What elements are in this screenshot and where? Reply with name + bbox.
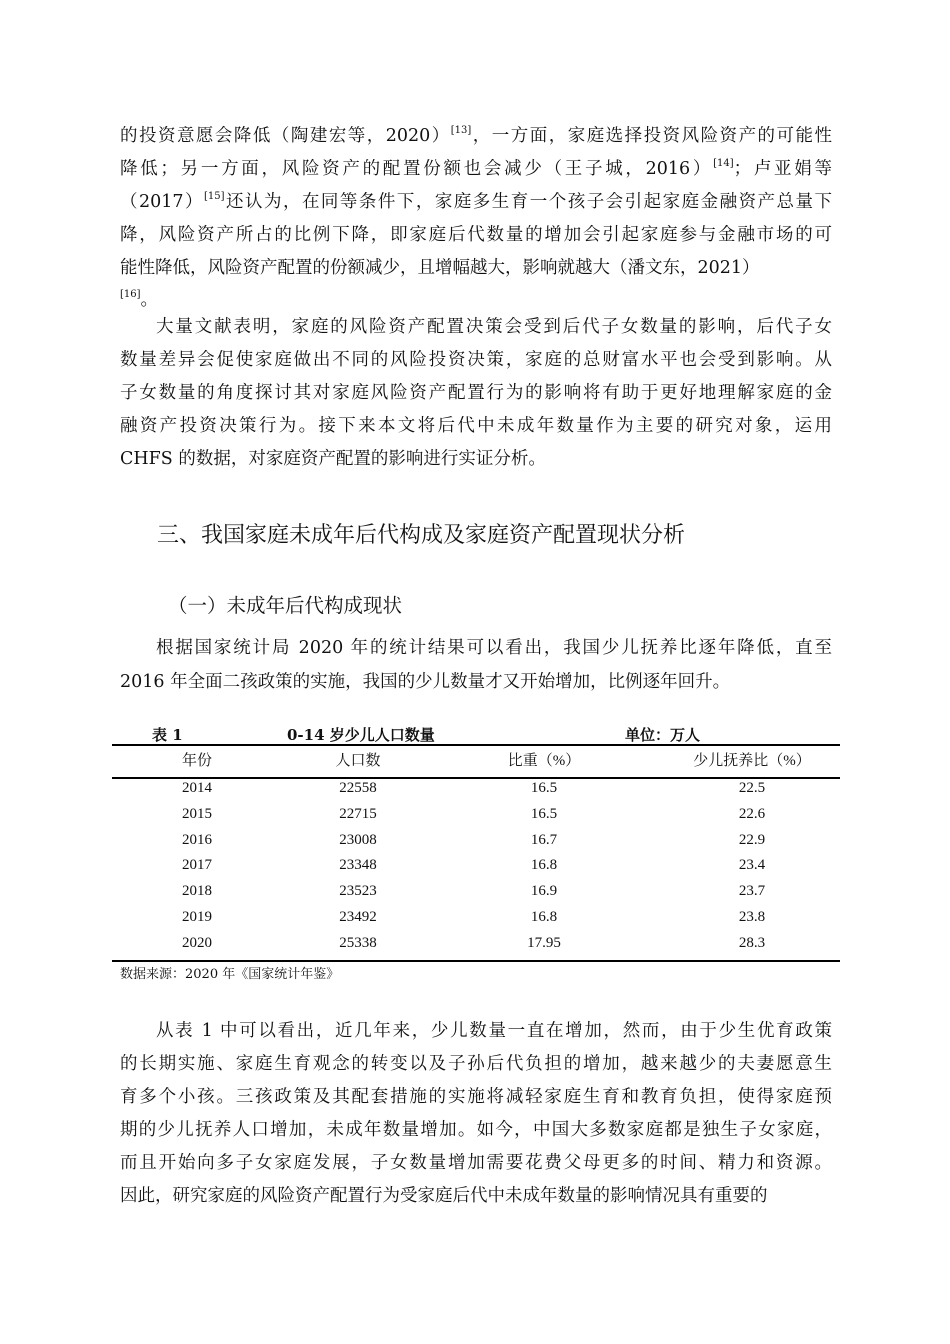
table-cell: 16.8 (530, 909, 558, 925)
table-cell: 23008 (339, 831, 377, 848)
text-segment: 能性降低，风险资产配置的份额减少，且增幅越大，影响就越大（潘文东，2021） (120, 258, 760, 278)
table-cell: 16.5 (530, 805, 558, 822)
table-cell: 22.6 (738, 805, 766, 822)
text-line: 数量差异会促使家庭做出不同的风险投资决策，家庭的总财富水平也会受到影响。从 (120, 350, 832, 370)
text-line: 大量文献表明，家庭的风险资产配置决策会受到后代子女数量的影响，后代子女 (156, 317, 832, 337)
text-segment: 。 (140, 290, 159, 310)
text-line: 从表 1 中可以看出，近几年来，少儿数量一直在增加，然而，由于少生优育政策 (156, 1021, 832, 1041)
text-line: 根据国家统计局 2020 年的统计结果可以看出，我国少儿抚养比逐年降低，直至 (156, 638, 832, 658)
table-top-rule (112, 744, 840, 746)
text-line: 子女数量的角度探讨其对家庭风险资产配置行为的影响将有助于更好地理解家庭的金 (120, 383, 832, 403)
table-cell: 17.95 (527, 934, 561, 951)
table-cell: 2019 (182, 909, 212, 925)
table-source: 数据来源：2020 年《国家统计年鉴》 (120, 967, 340, 982)
text-segment: ，一方面，家庭选择投资风险资产的可能性 (471, 126, 832, 146)
table-unit: 单位：万人 (625, 726, 701, 744)
table-cell: 23348 (339, 857, 377, 874)
table-header-cell: 人口数 (335, 753, 381, 769)
table-header-cell: 年份 (181, 753, 212, 769)
table-cell: 23.8 (738, 909, 766, 925)
text-line: CHFS 的数据，对家庭资产配置的影响进行实证分析。 (120, 449, 546, 469)
text-line (120, 252, 832, 279)
subsection-heading: （一）未成年后代构成现状 (168, 594, 403, 617)
table-header-rule (112, 777, 840, 779)
text-line: 而且开始向多子女家庭发展，子女数量增加需要花费父母更多的时间、精力和资源。 (120, 1153, 832, 1173)
text-line (120, 120, 832, 147)
text-segment: 的投资意愿会降低（陶建宏等，2020） (120, 126, 451, 146)
citation: [13] (450, 125, 472, 136)
text-line: 育多个小孩。三孩政策及其配套措施的实施将减轻家庭生育和教育负担，使得家庭预 (120, 1087, 832, 1107)
text-line: 的长期实施、家庭生育观念的转变以及子孙后代负担的增加，越来越少的夫妻愿意生 (120, 1054, 832, 1074)
table-cell: 16.8 (530, 857, 558, 874)
table-cell: 16.5 (530, 780, 558, 796)
text-line (120, 284, 832, 311)
table-header-cell: 少儿抚养比（%） (693, 753, 811, 769)
table-cell: 16.7 (530, 831, 558, 848)
table-header-cell: 比重（%） (507, 753, 581, 769)
table-cell: 16.9 (530, 883, 558, 900)
table-cell: 23.7 (738, 883, 766, 900)
table-bottom-rule (112, 960, 840, 962)
table-cell: 2018 (182, 883, 212, 900)
table-cell: 28.3 (738, 934, 766, 951)
table-cell: 23492 (339, 909, 377, 925)
text-segment: （2017） (120, 192, 204, 212)
text-line: 因此，研究家庭的风险资产配置行为受家庭后代中未成年数量的影响情况具有重要的 (120, 1186, 768, 1206)
citation: [14] (713, 158, 734, 169)
table-cell: 2014 (182, 780, 212, 796)
text-segment: 还认为，在同等条件下，家庭多生育一个孩子会引起家庭金融资产总量下 (224, 192, 833, 212)
table-cell: 2017 (182, 857, 212, 874)
table-cell: 2020 (182, 934, 212, 951)
citation: [16] (120, 289, 141, 300)
text-line (120, 186, 832, 213)
text-line: 期的少儿抚养人口增加，未成年数量增加。如今，中国大多数家庭都是独生子女家庭， (120, 1120, 832, 1140)
citation: [15] (204, 191, 225, 202)
text-segment: 降，风险资产所占的比例下降，即家庭后代数量的增加会引起家庭参与金融市场的可 (120, 225, 832, 245)
text-line (120, 219, 832, 246)
text-line (120, 153, 832, 180)
text-line: 2016 年全面二孩政策的实施，我国的少儿数量才又开始增加，比例逐年回升。 (120, 672, 731, 692)
table-cell: 23523 (339, 883, 377, 900)
text-segment: 降低；另一方面，风险资产的配置份额也会减少（王子城，2016） (120, 159, 714, 179)
table-cell: 22.5 (738, 780, 766, 796)
table-label: 表 1 (152, 726, 183, 744)
table-cell: 23.4 (738, 857, 766, 874)
table-cell: 2015 (182, 805, 212, 822)
table-cell: 22715 (339, 805, 377, 822)
table-cell: 2016 (182, 831, 212, 848)
text-line: 融资产投资决策行为。接下来本文将后代中未成年数量作为主要的研究对象，运用 (120, 416, 832, 436)
table-title: 0-14 岁少儿人口数量 (287, 726, 435, 744)
section-heading: 三、我国家庭未成年后代构成及家庭资产配置现状分析 (157, 523, 686, 548)
table-cell: 25338 (339, 934, 377, 951)
table-cell: 22.9 (738, 831, 766, 848)
table-cell: 22558 (339, 780, 377, 796)
text-segment: ；卢亚娟等 (733, 159, 832, 179)
